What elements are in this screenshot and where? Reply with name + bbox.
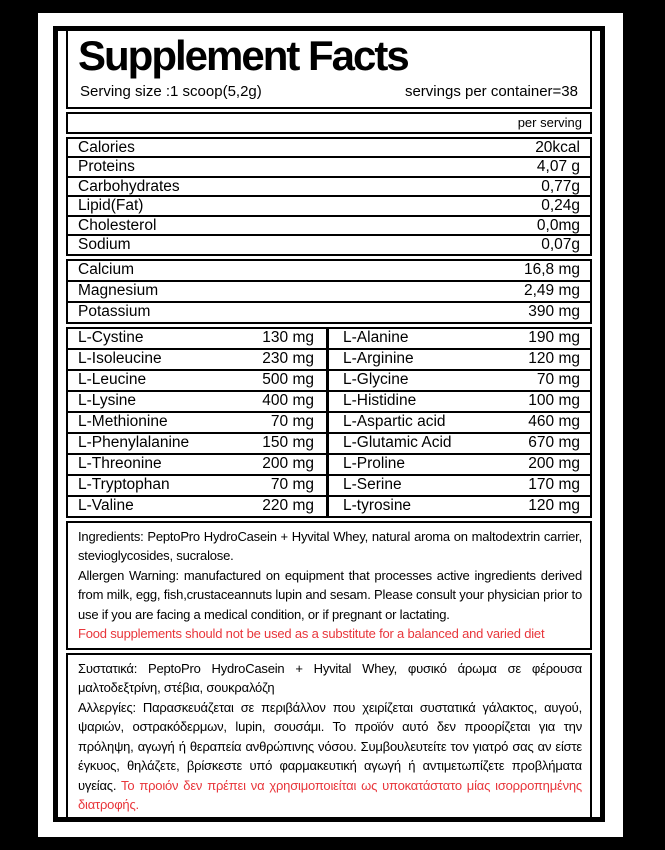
row-label: L-Methionine xyxy=(78,413,168,431)
ingredients-text: Ingredients: PeptoPro HydroCasein + Hyvital Whey, natural aroma on maltodextrin carrier, stevioglycosides, sucralose. xyxy=(78,528,582,564)
per-serving-label: per serving xyxy=(517,114,582,130)
row-label: Calcium xyxy=(78,261,134,279)
row-label: L-Lysine xyxy=(78,392,137,410)
serving-info-row xyxy=(78,83,580,100)
row-value: 390 mg xyxy=(528,303,580,321)
allergen-warning-text: Allergen Warning: manufactured on equipment that processes active ingredients derived from milk, egg, fish,crustaceannuts lupin and sesam. Please consult your physician prior to use if you are facing a medical condition, or if pregnant or lactating. xyxy=(78,567,582,622)
row-value: 170 mg xyxy=(528,476,580,494)
title-section xyxy=(66,31,592,109)
row-label: L-Glycine xyxy=(343,371,409,389)
row-label: Cholesterol xyxy=(78,216,157,234)
amino-acid-row xyxy=(68,495,590,516)
page-title: Supplement Facts xyxy=(78,32,408,79)
amino-cell-left xyxy=(68,350,329,369)
row-label: L-Cystine xyxy=(78,329,144,347)
amino-cell-right xyxy=(329,497,590,516)
amino-cell-left xyxy=(68,434,329,453)
amino-cell-right xyxy=(329,476,590,495)
row-label: L-tyrosine xyxy=(343,497,412,515)
amino-cell-right xyxy=(329,329,590,348)
row-value: 400 mg xyxy=(262,392,314,410)
per-serving-header xyxy=(66,112,592,134)
row-label: L-Threonine xyxy=(78,455,162,473)
amino-cell-left xyxy=(68,329,329,348)
row-value: 200 mg xyxy=(262,455,314,473)
row-value: 460 mg xyxy=(528,413,580,431)
nutrients-table xyxy=(66,137,592,256)
table-row xyxy=(68,176,590,196)
minerals-table xyxy=(66,259,592,324)
row-value: 70 mg xyxy=(270,476,314,494)
row-value: 16,8 mg xyxy=(523,261,580,279)
row-value: 670 mg xyxy=(528,434,580,452)
table-row xyxy=(68,139,590,157)
greek-ingredients-text: Συστατικά: PeptoPro HydroCasein + Hyvital Whey, φυσικό άρωμα σε φέρουσα μαλτοδεξτρίνη, στέβια, σουκραλόζη xyxy=(78,660,582,696)
row-label: Sodium xyxy=(78,236,131,254)
row-label: Carbohydrates xyxy=(78,177,180,195)
amino-cell-right xyxy=(329,434,590,453)
amino-cell-right xyxy=(329,455,590,474)
row-value: 0,24g xyxy=(541,197,580,215)
row-value: 500 mg xyxy=(262,371,314,389)
amino-cell-left xyxy=(68,392,329,411)
row-label: L-Isoleucine xyxy=(78,350,162,368)
table-row xyxy=(68,234,590,254)
food-supplement-warning-text: Food supplements should not be used as a substitute for a balanced and varied diet xyxy=(78,626,545,642)
row-label: L-Proline xyxy=(343,455,406,473)
row-value: 220 mg xyxy=(262,497,314,515)
row-label: Calories xyxy=(78,138,135,156)
row-value: 120 mg xyxy=(528,350,580,368)
row-value: 0,77g xyxy=(541,177,580,195)
table-row xyxy=(68,261,590,280)
row-value: 20kcal xyxy=(535,138,580,156)
amino-cell-left xyxy=(68,455,329,474)
row-value: 70 mg xyxy=(270,413,314,431)
row-value: 130 mg xyxy=(262,329,314,347)
greek-allergen-warning-text: Αλλεργίες: Παρασκευάζεται σε περιβάλλον που χειρίζεται συστατικά γάλακτος, αυγού, ψαριών, οστρακόδερμων, lupin, σουσάμι. Το προϊόν αυτό δεν προορίζεται για την πρόληψη, αγωγή ή θεραπεία ανθρώπινης νόσου. Συμβουλευτείτε τον γιατρό σας αν είστε έγκυος, θηλάζετε, βρίσκεστε υπό φαρμακευτική αγωγή ή αντιμετωπίζετε προβλήματα υγείας. Το προιόν δεν πρέπει να χρησιμοποιείται ως υποκατάστατο μίας ισορροπημένης διατροφής. xyxy=(78,699,582,813)
english-info-section xyxy=(66,521,592,650)
row-value: 2,49 mg xyxy=(523,282,580,300)
row-label: L-Arginine xyxy=(343,350,414,368)
table-row xyxy=(68,156,590,176)
amino-acid-row xyxy=(68,453,590,474)
row-label: L-Leucine xyxy=(78,371,147,389)
amino-cell-right xyxy=(329,413,590,432)
amino-cell-right xyxy=(329,350,590,369)
row-label: Magnesium xyxy=(78,282,159,300)
row-label: L-Serine xyxy=(343,476,402,494)
row-value: 120 mg xyxy=(528,497,580,515)
row-value: 0,07g xyxy=(541,236,580,254)
row-value: 230 mg xyxy=(262,350,314,368)
amino-cell-left xyxy=(68,476,329,495)
row-value: 70 mg xyxy=(536,371,580,389)
row-label: Proteins xyxy=(78,158,135,176)
row-label: L-Histidine xyxy=(343,392,417,410)
row-value: 4,07 g xyxy=(536,158,580,176)
serving-size-text: Serving size :1 scoop(5,2g) xyxy=(80,82,262,100)
amino-cell-right xyxy=(329,392,590,411)
amino-acid-row xyxy=(68,329,590,348)
row-label: L-Alanine xyxy=(343,329,409,347)
amino-acid-row xyxy=(68,411,590,432)
row-label: L-Valine xyxy=(78,497,134,515)
row-label: L-Aspartic acid xyxy=(343,413,446,431)
row-label: L-Tryptophan xyxy=(78,476,170,494)
supplement-label-panel xyxy=(38,13,623,837)
amino-cell-right xyxy=(329,371,590,390)
row-label: L-Glutamic Acid xyxy=(343,434,452,452)
amino-acid-row xyxy=(68,432,590,453)
greek-food-supplement-warning-text: Το προιόν δεν πρέπει να χρησιμοποιείται ως υποκατάστατο μίας ισορροπημένης διατροφής. xyxy=(78,777,582,813)
table-row xyxy=(68,195,590,215)
row-label: Potassium xyxy=(78,303,151,321)
label-frame xyxy=(53,26,605,822)
amino-acids-table xyxy=(66,327,592,518)
row-label: L-Phenylalanine xyxy=(78,434,190,452)
amino-acid-row xyxy=(68,348,590,369)
amino-cell-left xyxy=(68,413,329,432)
row-label: Lipid(Fat) xyxy=(78,197,144,215)
amino-cell-left xyxy=(68,497,329,516)
greek-info-section xyxy=(66,653,592,819)
table-row xyxy=(68,280,590,301)
row-value: 150 mg xyxy=(262,434,314,452)
amino-acid-row xyxy=(68,474,590,495)
amino-cell-left xyxy=(68,371,329,390)
amino-acid-row xyxy=(68,369,590,390)
row-value: 190 mg xyxy=(528,329,580,347)
table-row xyxy=(68,215,590,235)
servings-per-container-text: servings per container=38 xyxy=(404,82,578,100)
row-value: 100 mg xyxy=(528,392,580,410)
row-value: 200 mg xyxy=(528,455,580,473)
row-value: 0,0mg xyxy=(536,216,580,234)
table-row xyxy=(68,301,590,322)
amino-acid-row xyxy=(68,390,590,411)
